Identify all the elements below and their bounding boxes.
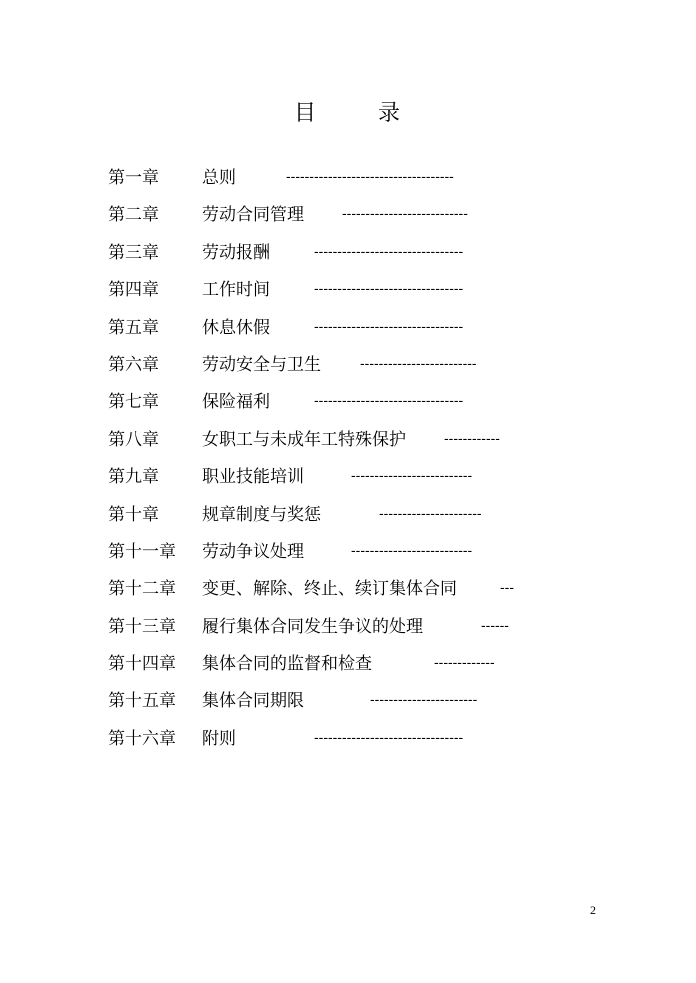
toc-chapter-number: 第十章 <box>108 504 159 525</box>
toc-entry <box>0 615 696 652</box>
toc-chapter-title: 履行集体合同发生争议的处理 <box>202 616 423 637</box>
toc-chapter-number: 第七章 <box>108 392 159 413</box>
toc-leader-dashes: -------------------------- <box>351 541 473 558</box>
toc-leader-dashes: -------------------------------- <box>314 728 464 745</box>
toc-chapter-title: 附则 <box>202 728 236 749</box>
toc-chapter-title: 集体合同期限 <box>202 691 304 712</box>
toc-entry <box>0 316 696 353</box>
toc-entry <box>0 353 696 390</box>
toc-chapter-number: 第十一章 <box>108 541 176 562</box>
toc-leader-dashes: --- <box>500 579 514 596</box>
toc-chapter-title: 职业技能培训 <box>202 467 304 488</box>
toc-chapter-number: 第十二章 <box>108 579 176 600</box>
toc-entry <box>0 652 696 689</box>
toc-leader-dashes: -------------------------------- <box>314 242 464 259</box>
toc-chapter-number: 第八章 <box>108 429 159 450</box>
toc-entry <box>0 689 696 726</box>
toc-entry <box>0 577 696 614</box>
toc-title-char-2: 录 <box>378 101 401 126</box>
toc-entry <box>0 540 696 577</box>
toc-chapter-title: 总则 <box>202 168 236 188</box>
toc-entry <box>0 503 696 540</box>
toc-entry <box>0 465 696 502</box>
toc-entry <box>0 166 696 203</box>
toc-entry <box>0 727 696 764</box>
toc-chapter-title: 劳动争议处理 <box>202 541 304 562</box>
page-number: 2 <box>590 903 596 917</box>
toc-entry <box>0 278 696 315</box>
toc-chapter-number: 第三章 <box>108 242 159 263</box>
toc-chapter-number: 第十四章 <box>108 654 176 675</box>
toc-chapter-number: 第九章 <box>108 467 159 488</box>
toc-leader-dashes: ------------- <box>434 654 495 671</box>
toc-chapter-number: 第二章 <box>108 205 159 226</box>
toc-leader-dashes: -------------------------------- <box>314 317 464 334</box>
toc-chapter-number: 第一章 <box>108 168 159 188</box>
table-of-contents <box>0 166 696 764</box>
toc-chapter-number: 第十三章 <box>108 616 176 637</box>
toc-chapter-title: 劳动合同管理 <box>202 205 304 226</box>
toc-leader-dashes: ---------------------- <box>379 504 482 521</box>
toc-chapter-title: 集体合同的监督和检查 <box>202 654 372 675</box>
toc-chapter-title: 保险福利 <box>202 392 270 413</box>
toc-leader-dashes: ----------------------- <box>370 691 478 708</box>
toc-entry <box>0 241 696 278</box>
toc-leader-dashes: ------------ <box>444 429 500 446</box>
toc-leader-dashes: --------------------------- <box>342 205 468 222</box>
toc-chapter-title: 女职工与未成年工特殊保护 <box>202 429 406 450</box>
toc-chapter-title: 规章制度与奖惩 <box>202 504 321 525</box>
toc-entry <box>0 203 696 240</box>
toc-chapter-title: 劳动报酬 <box>202 242 270 263</box>
toc-entry <box>0 428 696 465</box>
toc-leader-dashes: ------------------------------------ <box>286 168 454 184</box>
toc-leader-dashes: -------------------------------- <box>314 392 464 409</box>
toc-leader-dashes: -------------------------- <box>351 467 473 484</box>
toc-title <box>0 96 696 126</box>
toc-chapter-number: 第五章 <box>108 317 159 338</box>
toc-leader-dashes: ------ <box>481 616 509 633</box>
toc-title-char-1: 目 <box>294 101 317 126</box>
toc-leader-dashes: ------------------------- <box>360 354 477 371</box>
toc-chapter-title: 变更、解除、终止、续订集体合同 <box>202 579 457 600</box>
toc-chapter-number: 第六章 <box>108 354 159 375</box>
toc-chapter-number: 第四章 <box>108 280 159 301</box>
toc-chapter-number: 第十五章 <box>108 691 176 712</box>
toc-chapter-title: 劳动安全与卫生 <box>202 354 321 375</box>
toc-entry <box>0 390 696 427</box>
toc-chapter-number: 第十六章 <box>108 728 176 749</box>
toc-chapter-title: 休息休假 <box>202 317 270 338</box>
toc-leader-dashes: -------------------------------- <box>314 280 464 297</box>
toc-chapter-title: 工作时间 <box>202 280 270 301</box>
